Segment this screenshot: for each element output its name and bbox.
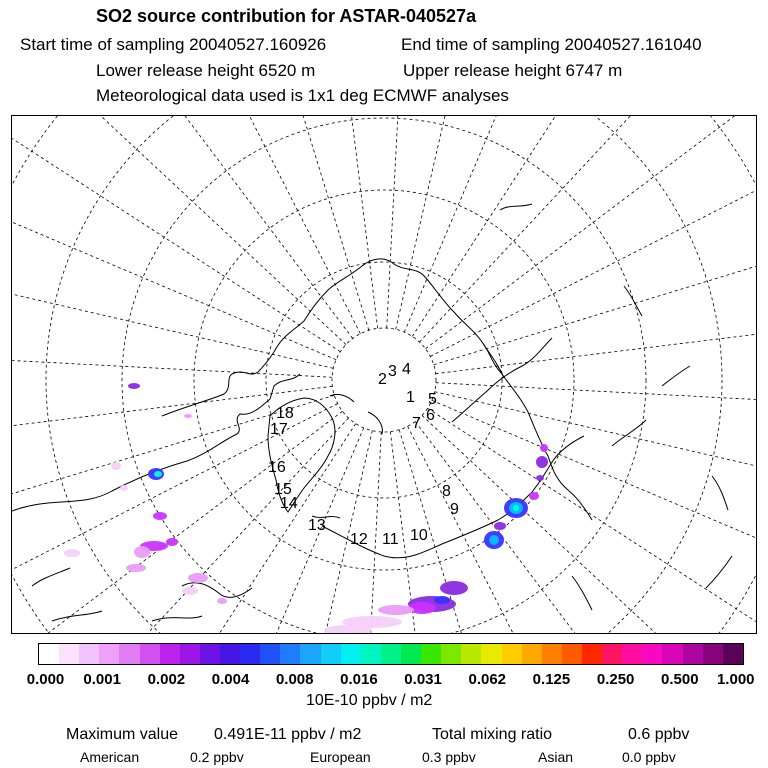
european-label: European [310, 749, 371, 765]
colorbar-segment [441, 644, 461, 664]
colorbar-segment [300, 644, 320, 664]
page-title: SO2 source contribution for ASTAR-040527a [96, 6, 477, 26]
colorbar-segment [39, 644, 59, 664]
total-mixing-label: Total mixing ratio [432, 726, 553, 743]
colorbar-segment [280, 644, 300, 664]
so2-plume-patch [529, 492, 539, 500]
day-label: 15 [274, 481, 292, 498]
colorbar-segment [321, 644, 341, 664]
lower-height-text: Lower release height 6520 m [96, 61, 316, 80]
day-label: 9 [450, 501, 459, 518]
day-label: 16 [268, 459, 286, 476]
so2-plume-patch [378, 605, 414, 615]
coastlines [12, 204, 732, 621]
meridian-line [419, 116, 757, 342]
total-mixing-value: 0.6 ppbv [628, 726, 690, 743]
colorbar-segment [79, 644, 99, 664]
colorbar-tick-label: 0.004 [211, 671, 250, 688]
meridian-line [299, 116, 378, 328]
colorbar-segment [59, 644, 79, 664]
map-canvas [12, 116, 757, 634]
start-time-text: Start time of sampling 20040527.160926 [20, 35, 327, 54]
colorbar-tick-label: 0.000 [26, 671, 65, 688]
coastline-mediterranean [152, 583, 252, 621]
so2-plume-patch [64, 549, 80, 557]
so2-plume-patch [128, 383, 140, 389]
colorbar [38, 643, 744, 665]
colorbar-segment [562, 644, 582, 664]
day-label: 1 [406, 389, 415, 406]
so2-plume-patch [182, 587, 198, 595]
colorbar-segment [683, 644, 703, 664]
meridian-line [12, 418, 349, 634]
colorbar-segment [401, 644, 421, 664]
so2-plume-patch [188, 573, 208, 583]
so2-plume-patch [434, 596, 450, 604]
max-value: 0.491E-11 ppbv / m2 [214, 726, 362, 743]
coastline-japan [572, 286, 642, 610]
day-label: 6 [426, 407, 435, 424]
coastline-pacific-islands [612, 366, 732, 588]
colorbar-tick-label: 0.002 [147, 671, 186, 688]
meridian-line [404, 116, 657, 332]
asian-label: Asian [538, 749, 574, 765]
meridian-line [12, 116, 353, 338]
meridian-line [435, 392, 757, 538]
meridian-line [432, 400, 757, 634]
colorbar-segment [140, 644, 160, 664]
so2-plume-patch [494, 522, 506, 530]
day-label: 14 [280, 495, 298, 512]
meridian-line [12, 343, 332, 377]
colorbar-segment [582, 644, 602, 664]
colorbar-tick-label: 0.125 [532, 671, 571, 688]
colorbar-segment [502, 644, 522, 664]
meridian-line [426, 116, 757, 349]
day-label: 5 [428, 391, 437, 408]
colorbar-segment [119, 644, 139, 664]
colorbar-tick-label: 0.250 [596, 671, 635, 688]
meridian-line [66, 116, 360, 334]
colorbar-segment [602, 644, 622, 664]
meridian-line [436, 383, 757, 417]
colorbar-segment [240, 644, 260, 664]
colorbar-segment [723, 644, 743, 664]
meridian-line [422, 415, 757, 634]
colorbar-tick-label: 0.031 [404, 671, 442, 688]
colorbar-segment [421, 644, 441, 664]
asian-value: 0.0 ppbv [622, 749, 676, 765]
day-label: 12 [350, 531, 368, 548]
colorbar-tick-label: 0.016 [340, 671, 378, 688]
european-value: 0.3 ppbv [422, 749, 476, 765]
colorbar-segment [160, 644, 180, 664]
colorbar-segment [220, 644, 240, 664]
colorbar-segment [180, 644, 200, 664]
colorbar-tick-label: 0.062 [468, 671, 507, 688]
so2-plume-patch [120, 485, 128, 491]
so2-plume-patch [153, 512, 167, 520]
so2-plume-patch [536, 456, 548, 468]
colorbar-segment [361, 644, 381, 664]
meridian-line [436, 295, 757, 374]
colorbar-tick-label: 0.001 [83, 671, 121, 688]
colorbar-segment [260, 644, 280, 664]
so2-plume-patch [489, 535, 499, 545]
day-label: 11 [382, 531, 399, 548]
colorbar-segment [99, 644, 119, 664]
so2-plume-patch [166, 538, 178, 546]
so2-plume-patch [217, 598, 227, 604]
colorbar-tick-label: 1.000 [716, 671, 755, 688]
day-label: 2 [378, 371, 387, 388]
day-label: 7 [412, 415, 421, 432]
meridian-line [430, 116, 757, 356]
so2-plume-patch [540, 444, 548, 452]
so2-plume-patch [134, 546, 150, 558]
meridian-line [428, 408, 757, 634]
so2-plumes [64, 383, 548, 634]
colorbar-segment [542, 644, 562, 664]
coastline-siberia [274, 259, 504, 378]
day-label: 17 [270, 421, 288, 438]
so2-plume-patch [440, 581, 468, 595]
so2-plume-patch [154, 471, 162, 477]
day-label: 18 [276, 405, 294, 422]
meridian-line [387, 116, 421, 328]
so2-plume-patch [513, 505, 519, 511]
colorbar-tick-label: 0.008 [275, 671, 314, 688]
meridian-line [12, 411, 342, 634]
coastline-europe [12, 374, 300, 511]
meridian-line [12, 223, 333, 369]
day-label: 4 [402, 361, 411, 378]
meridian-line [179, 116, 368, 330]
met-data-text: Meteorological data used is 1x1 deg ECMWF analyses [96, 86, 509, 105]
trajectory-day-labels [268, 361, 459, 548]
upper-height-text: Upper release height 6747 m [403, 61, 623, 80]
so2-plume-patch [111, 462, 121, 470]
american-value: 0.2 ppbv [190, 749, 244, 765]
meridian-line [412, 116, 757, 336]
so2-plume-patch [536, 475, 544, 481]
meridian-line [12, 116, 346, 345]
colorbar-segment [622, 644, 642, 664]
colorbar-unit: 10E-10 ppbv / m2 [306, 692, 433, 709]
meridian-line [415, 422, 757, 634]
colorbar-segment [341, 644, 361, 664]
day-label: 8 [442, 483, 451, 500]
colorbar-segment [481, 644, 501, 664]
colorbar-segment [522, 644, 542, 664]
coastline-alaska [452, 204, 552, 422]
american-label: American [80, 749, 140, 765]
day-label: 13 [308, 517, 326, 534]
colorbar-segment [703, 644, 723, 664]
colorbar-segment [200, 644, 220, 664]
meridian-line [12, 116, 340, 352]
end-time-text: End time of sampling 20040527.161040 [401, 35, 702, 54]
max-value-label: Maximum value [66, 726, 179, 743]
meridian-line [12, 424, 356, 634]
meridian-line [12, 404, 338, 634]
colorbar-segment [461, 644, 481, 664]
colorbar-segment [381, 644, 401, 664]
coastline-arctic-islands [312, 394, 382, 518]
coastline-scandinavia [162, 352, 274, 416]
day-label: 3 [388, 363, 397, 380]
meridian-line [434, 175, 757, 364]
day-label: 10 [410, 527, 428, 544]
colorbar-segment [662, 644, 682, 664]
so2-plume-patch [126, 564, 146, 572]
so2-plume-patch [184, 414, 192, 418]
coastline-africa [32, 568, 102, 621]
polar-map [11, 115, 757, 634]
colorbar-tick-label: 0.500 [661, 671, 699, 688]
meridian-line [12, 116, 336, 360]
colorbar-segment [642, 644, 662, 664]
